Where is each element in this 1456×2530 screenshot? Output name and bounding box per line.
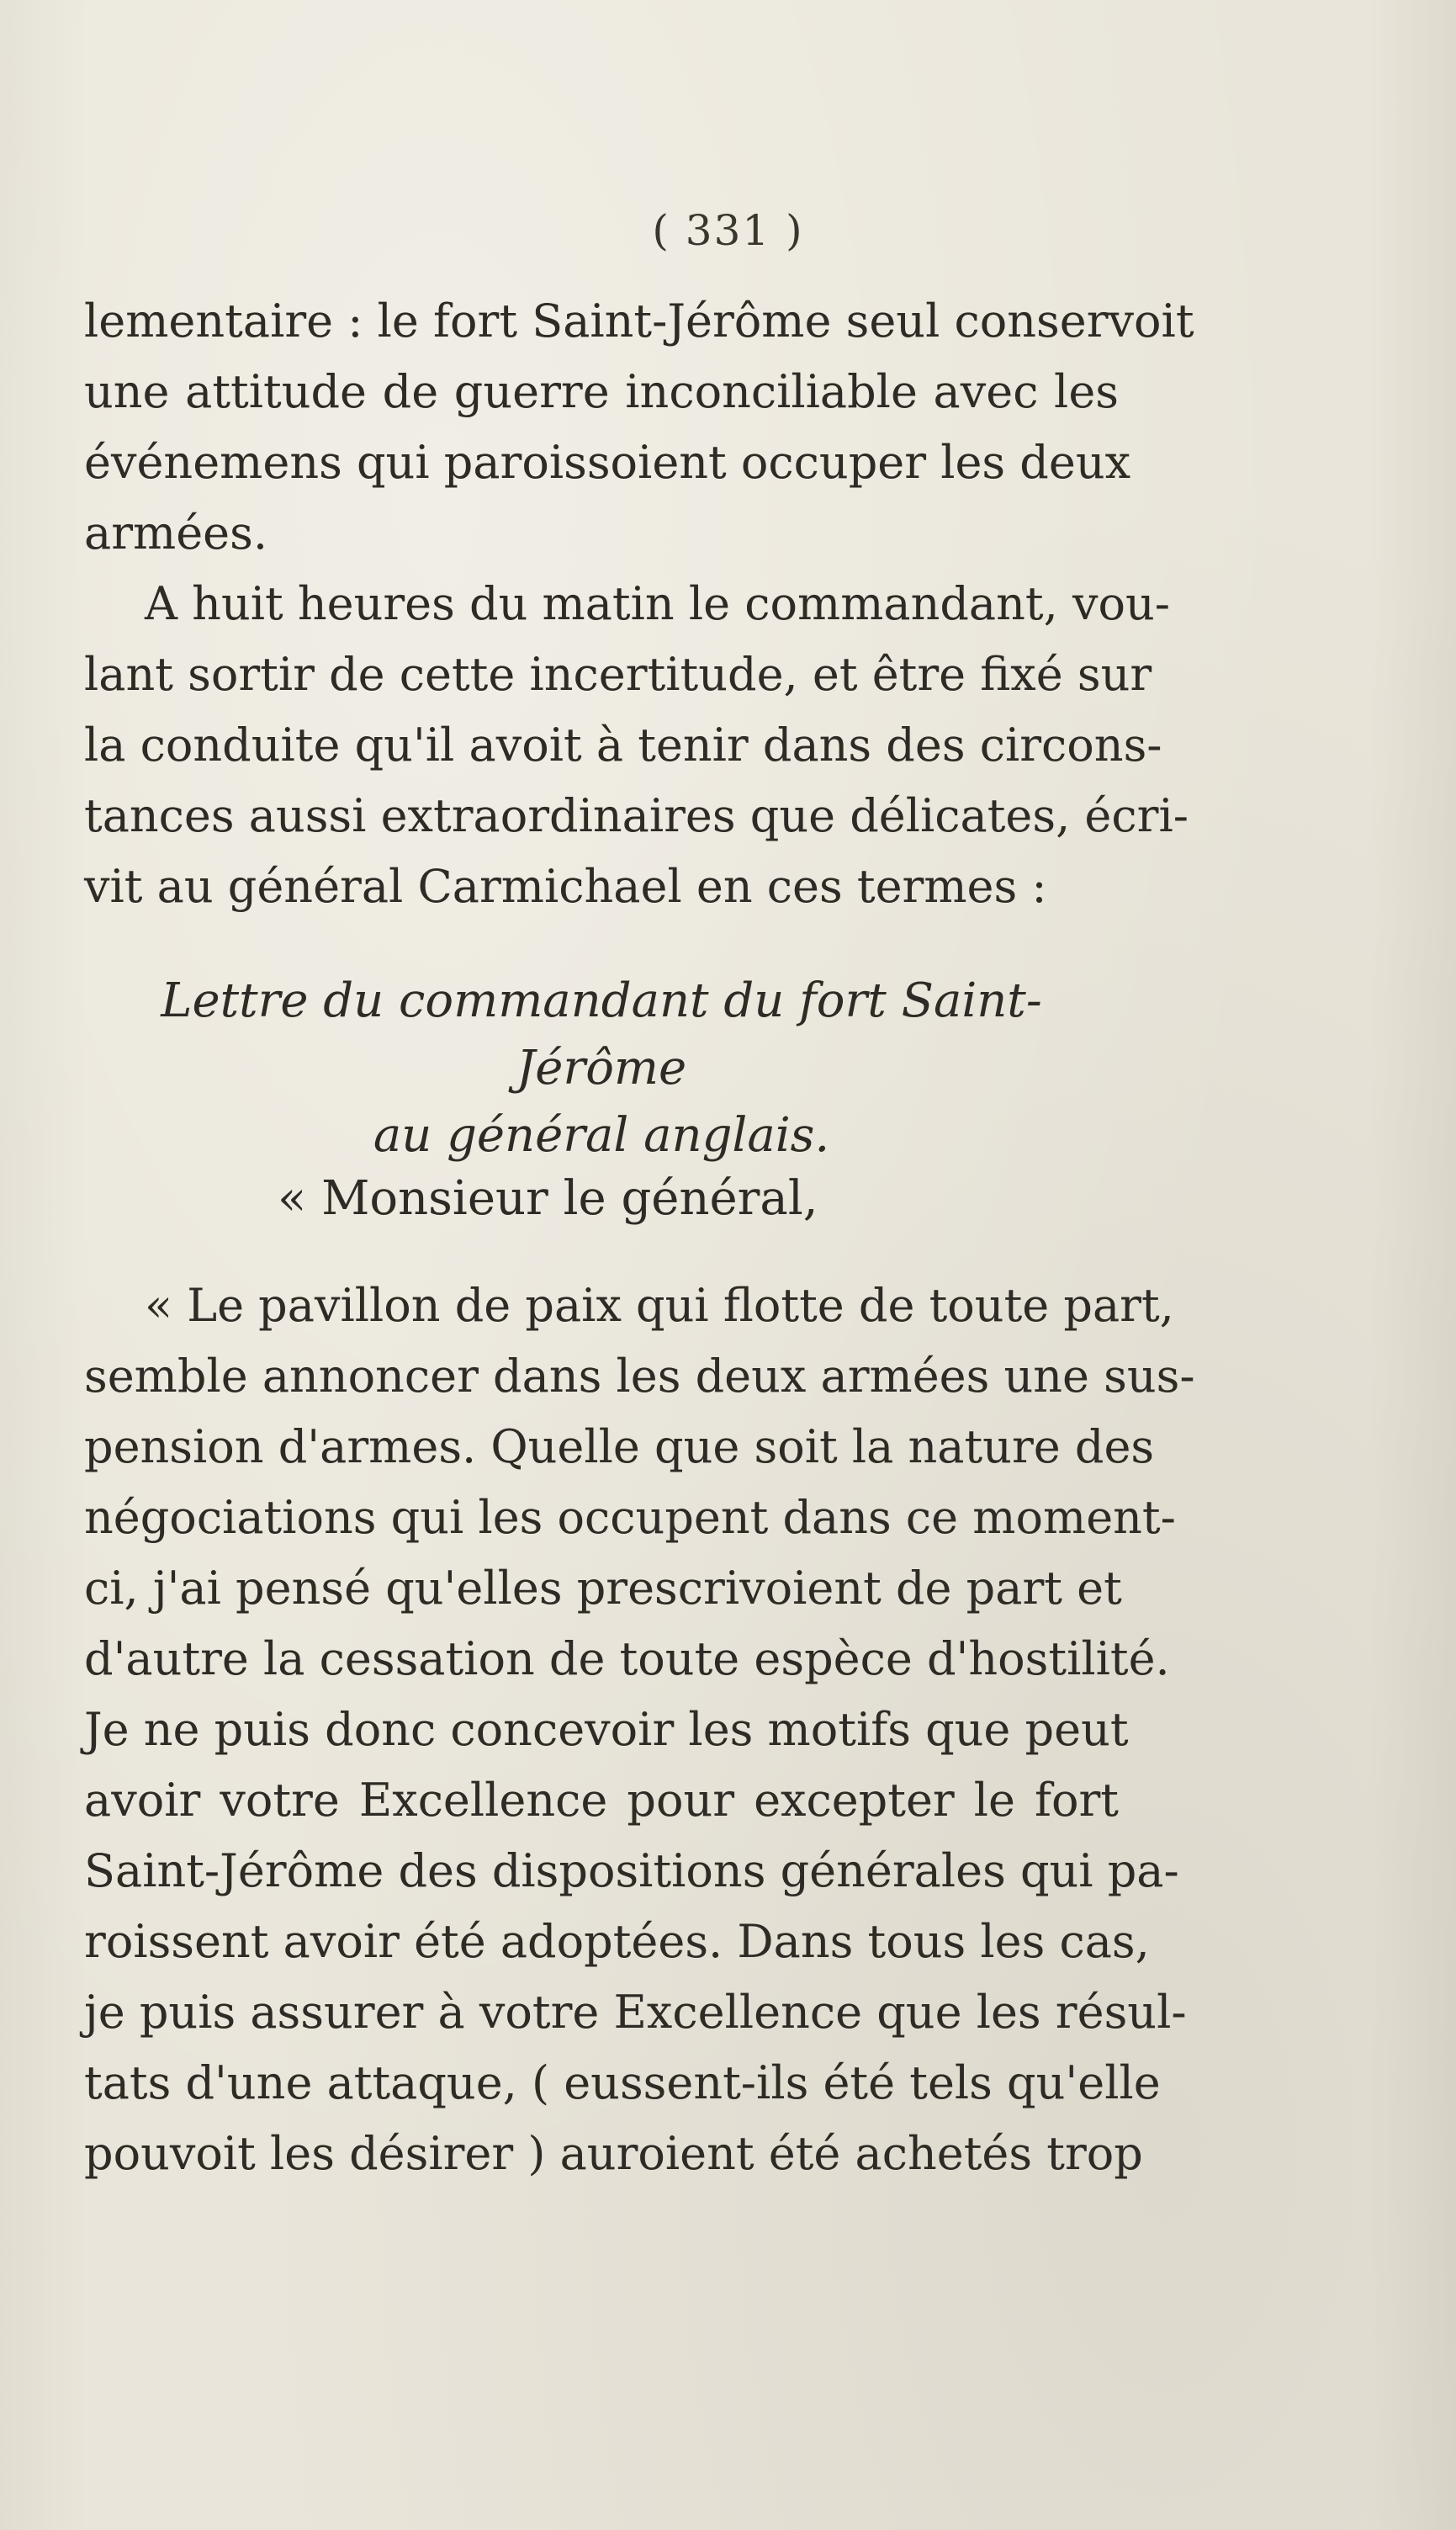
text-line: la conduite qu'il avoit à tenir dans des circons- [84, 719, 1162, 772]
text-line: vit au général Carmichael en ces termes : [84, 860, 1047, 913]
text-line: « Le pavillon de paix qui flotte de toute part, [145, 1279, 1174, 1332]
text-line: négociations qui les occupent dans ce moment- [84, 1491, 1176, 1544]
text-line: roissent avoir été adoptées. Dans tous les cas, [84, 1915, 1150, 1968]
text-line: pension d'armes. Quelle que soit la nature des [84, 1420, 1155, 1473]
paragraph-commandant [84, 569, 1189, 922]
text-line: lementaire : le fort Saint-Jérôme seul conservoit [84, 294, 1194, 347]
text-line: A huit heures du matin le commandant, vou- [145, 577, 1170, 630]
text-line: avoir votre Excellence pour excepter le fort [84, 1774, 1119, 1827]
text-line: tances aussi extraordinaires que délicates, écri- [84, 789, 1189, 842]
page-number: ( 331 ) [652, 206, 804, 255]
text-line: une attitude de guerre inconciliable avec les [84, 365, 1119, 418]
text-line: tats d'une attaque, ( eussent-ils été tels qu'elle [84, 2056, 1161, 2109]
letter-heading-line-2: au général anglais. [373, 1108, 830, 1163]
text-line: Saint-Jérôme des dispositions générales qui pa- [84, 1844, 1179, 1897]
text-line: je puis assurer à votre Excellence que les résul- [84, 1986, 1187, 2039]
text-line: lant sortir de cette incertitude, et être fixé sur [84, 648, 1152, 701]
letter-heading-line-1: Lettre du commandant du fort Saint-Jérôme [161, 973, 1042, 1095]
text-line: Je ne puis donc concevoir les motifs que peut [84, 1703, 1129, 1756]
text-line: armées. [84, 507, 268, 560]
text-line: d'autre la cessation de toute espèce d'hostilité. [84, 1632, 1170, 1685]
text-line: semble annoncer dans les deux armées une sus- [84, 1350, 1195, 1403]
letter-heading [84, 968, 1119, 1170]
text-line: ci, j'ai pensé qu'elles prescrivoient de part et [84, 1562, 1122, 1615]
letter-body [84, 1270, 1195, 2189]
text-line: pouvoit les désirer ) auroient été achetés trop [84, 2127, 1143, 2180]
text-line: événemens qui paroissoient occuper les deux [84, 436, 1131, 489]
paragraph-continuation [84, 286, 1194, 569]
letter-salutation: « Monsieur le général, [278, 1171, 818, 1226]
